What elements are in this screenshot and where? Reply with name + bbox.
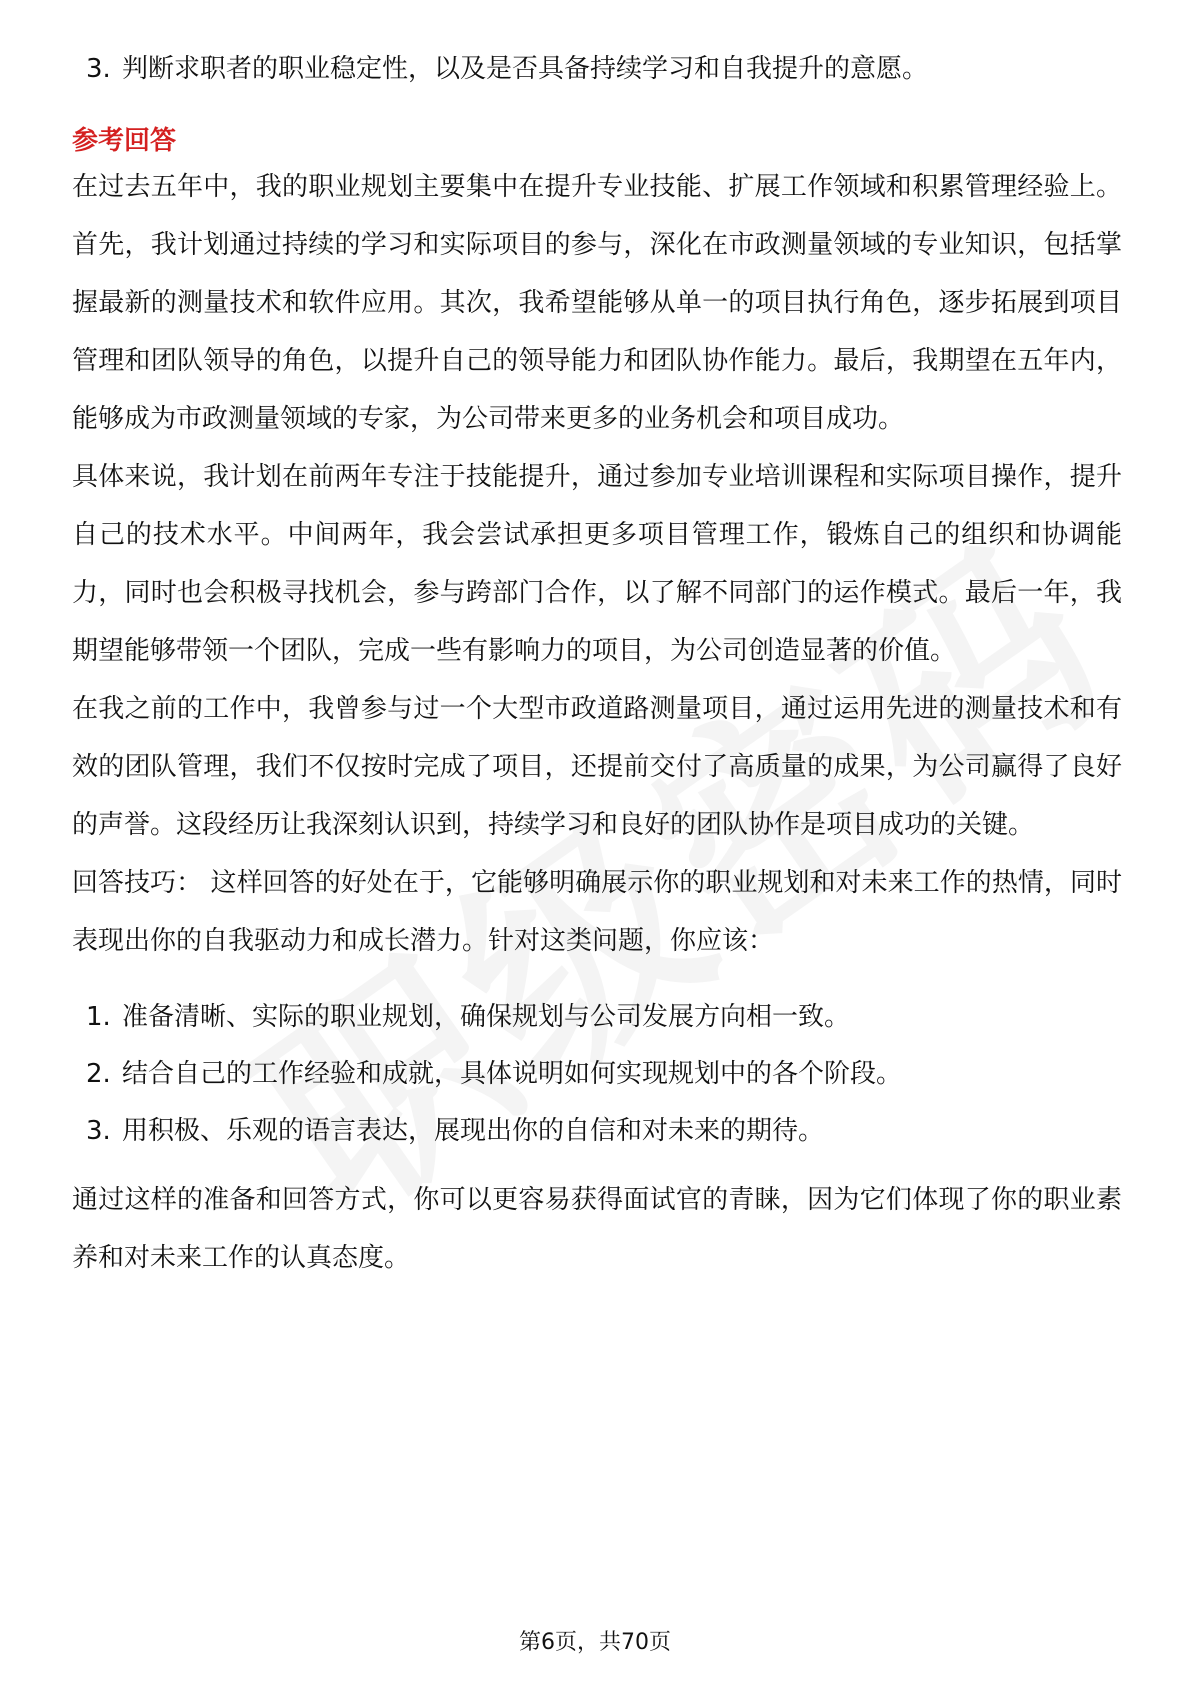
paragraph-3: 在我之前的工作中，我曾参与过一个大型市政道路测量项目，通过运用先进的测量技术和有效的团队管理，我们不仅按时完成了项目，还提前交付了高质量的成果，为公司赢得了良好的声誉。这段经历让我深刻认识到，持续学习和良好的团队协作是项目成功的关键。 [72,694,1122,840]
paragraph-1: 在过去五年中，我的职业规划主要集中在提升专业技能、扩展工作领域和积累管理经验上。首先，我计划通过持续的学习和实际项目的参与，深化在市政测量领域的专业知识，包括掌握最新的测量技术和软件应用。其次，我希望能够从单一的项目执行角色，逐步拓展到项目管理和团队领导的角色，以提升自己的领导能力和团队协作能力。最后，我期望在五年内，能够成为市政测量领域的专家，为公司带来更多的业务机会和项目成功。 [72,172,1122,434]
list-number: 3. [86,1116,111,1146]
closing-paragraph: 通过这样的准备和回答方式，你可以更容易获得面试官的青睐，因为它们体现了你的职业素养和对未来工作的认真态度。 [72,1185,1122,1273]
list-item [72,1114,1122,1148]
list-text: 判断求职者的职业稳定性，以及是否具备持续学习和自我提升的意愿。 [122,54,929,84]
answer-tips-paragraph: 回答技巧： 这样回答的好处在于，它能够明确展示你的职业规划和对未来工作的热情，同时表现出你的自我驱动力和成长潜力。针对这类问题，你应该： [72,868,1122,956]
paragraph-2: 具体来说，我计划在前两年专注于技能提升，通过参加专业培训课程和实际项目操作，提升自己的技术水平。中间两年，我会尝试承担更多项目管理工作，锻炼自己的组织和协调能力，同时也会积极寻找机会，参与跨部门合作，以了解不同部门的运作模式。最后一年，我期望能够带领一个团队，完成一些有影响力的项目，为公司创造显著的价值。 [72,462,1122,666]
list-number: 2. [86,1059,111,1089]
list-number: 3. [86,54,111,84]
list-text: 准备清晰、实际的职业规划，确保规划与公司发展方向相一致。 [122,1002,851,1032]
tips-list [72,1000,1122,1148]
page-footer: 第6页，共70页 [519,1630,671,1655]
list-item [72,1057,1122,1091]
list-item [72,1000,1122,1034]
list-text: 结合自己的工作经验和成就，具体说明如何实现规划中的各个阶段。 [122,1059,903,1089]
list-number: 1. [86,1002,111,1032]
section-heading: 参考回答 [72,126,177,156]
document-body [72,52,1122,1287]
list-item [72,52,1122,86]
list-text: 用积极、乐观的语言表达，展现出你的自信和对未来的期待。 [122,1116,825,1146]
